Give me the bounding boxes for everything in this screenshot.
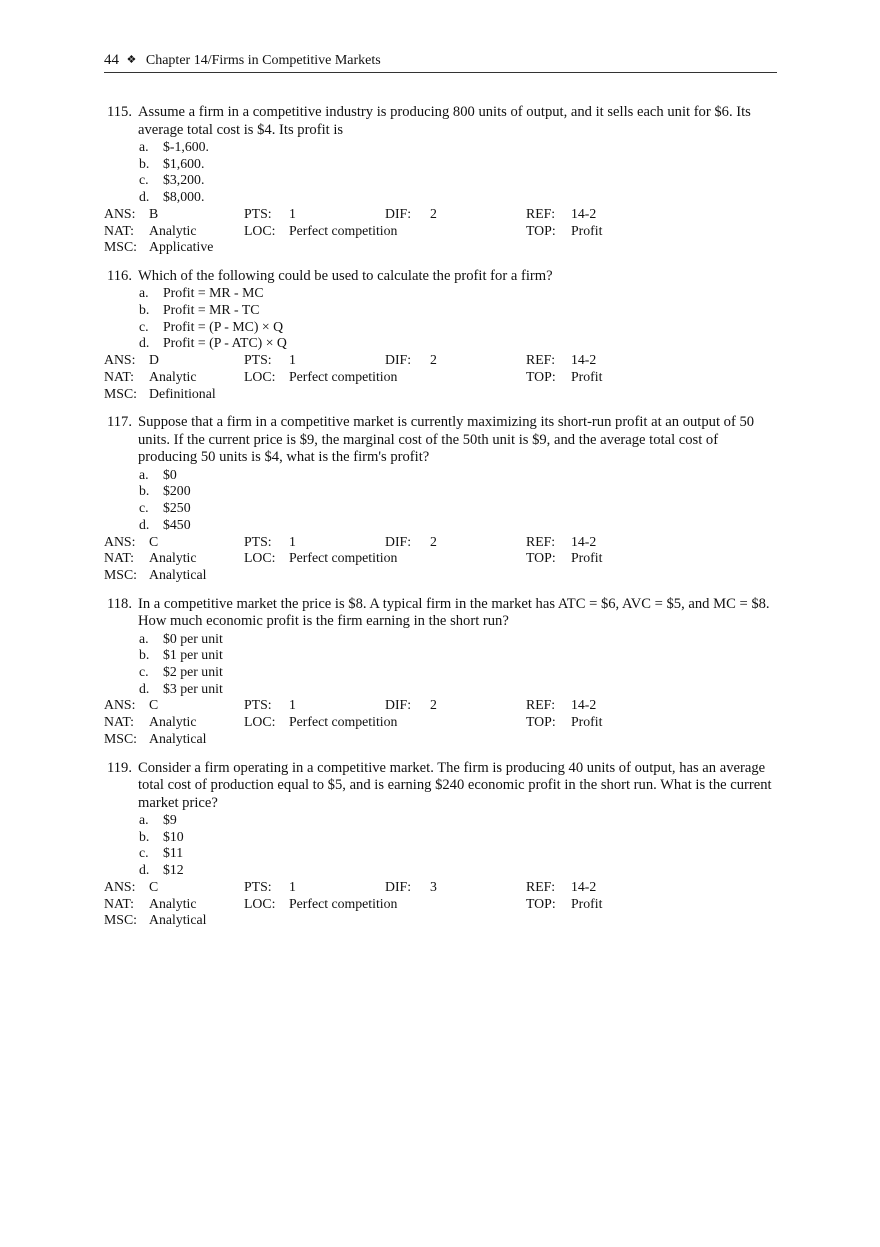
question-number: 116.: [107, 267, 132, 284]
answer-metadata: [104, 879, 776, 929]
dif-label: DIF:: [385, 697, 412, 713]
nat-label: NAT:: [104, 895, 134, 911]
choice-letter: c.: [139, 172, 149, 188]
loc-label: LOC:: [244, 895, 276, 911]
top-label: TOP:: [526, 714, 556, 730]
answer-choice: [104, 681, 776, 698]
ans-value: C: [149, 878, 159, 894]
question-118: [104, 596, 776, 748]
choice-letter: a.: [139, 630, 149, 646]
meta-row: [104, 206, 776, 223]
top-value: Profit: [571, 368, 603, 384]
answer-choice: [104, 517, 776, 534]
loc-value: Perfect competition: [289, 222, 398, 238]
choice-letter: b.: [139, 155, 150, 171]
question-text: Consider a firm operating in a competitive market. The firm is producing 40 units of output, has an average total cost of production equal to $5, and is earning $240 economic profit in the short run. What is the current market price?: [138, 759, 772, 811]
answer-metadata: [104, 206, 776, 256]
choice-text: Profit = MR - MC: [163, 285, 264, 301]
ref-label: REF:: [526, 352, 556, 368]
loc-label: LOC:: [244, 368, 276, 384]
diamond-separator-icon: ❖: [126, 54, 137, 66]
loc-value: Perfect competition: [289, 550, 398, 566]
msc-label: MSC:: [104, 566, 137, 582]
nat-value: Analytic: [149, 550, 197, 566]
choice-text: Profit = MR - TC: [163, 302, 260, 318]
question-stem: [104, 760, 776, 813]
dif-label: DIF:: [385, 352, 412, 368]
answer-choice: [104, 335, 776, 352]
meta-row: [104, 386, 776, 403]
ref-value: 14-2: [571, 352, 597, 368]
top-value: Profit: [571, 714, 603, 730]
choice-letter: a.: [139, 139, 149, 154]
msc-value: Analytical: [149, 730, 207, 746]
answer-choice: [104, 664, 776, 681]
choice-text: $250: [163, 500, 191, 516]
question-stem: [104, 414, 776, 467]
chapter-title: Chapter 14/Firms in Competitive Markets: [145, 53, 381, 68]
choice-letter: b.: [139, 828, 150, 844]
top-value: Profit: [571, 222, 603, 238]
pts-label: PTS:: [244, 352, 272, 368]
choice-letter: d.: [139, 516, 150, 532]
answer-metadata: [104, 697, 776, 747]
msc-value: Analytical: [149, 912, 207, 928]
ref-label: REF:: [526, 878, 556, 894]
question-text: Suppose that a firm in a competitive market is currently maximizing its short-run profit at an output of 50 units. If the current price is $9, the marginal cost of the 50th unit is $9, and the average total cost of producing 50 units is $4, what is the firm's profit?: [138, 414, 755, 466]
question-117: [104, 414, 776, 583]
ref-label: REF:: [526, 533, 556, 549]
meta-row: [104, 550, 776, 567]
msc-label: MSC:: [104, 730, 137, 746]
question-number: 118.: [107, 595, 132, 612]
question-116: [104, 268, 776, 402]
loc-value: Perfect competition: [289, 368, 398, 384]
meta-row: [104, 731, 776, 748]
loc-label: LOC:: [244, 550, 276, 566]
nat-label: NAT:: [104, 222, 134, 238]
ref-value: 14-2: [571, 878, 597, 894]
choice-letter: d.: [139, 189, 150, 205]
top-label: TOP:: [526, 222, 556, 238]
choice-text: $450: [163, 516, 191, 532]
choice-text: $9: [163, 812, 177, 827]
msc-label: MSC:: [104, 912, 137, 928]
question-stem: [104, 268, 776, 286]
answer-choice: [104, 285, 776, 302]
choice-text: $10: [163, 828, 184, 844]
question-115: [104, 104, 776, 256]
ans-label: ANS:: [104, 352, 136, 368]
pts-value: 1: [289, 352, 296, 368]
top-value: Profit: [571, 550, 603, 566]
choice-letter: c.: [139, 664, 149, 680]
answer-choice: [104, 812, 776, 829]
msc-value: Definitional: [149, 385, 216, 401]
pts-value: 1: [289, 697, 296, 713]
choice-text: $-1,600.: [163, 139, 209, 154]
ans-label: ANS:: [104, 205, 136, 221]
choice-letter: d.: [139, 335, 150, 351]
ans-value: C: [149, 697, 159, 713]
nat-value: Analytic: [149, 714, 197, 730]
pts-label: PTS:: [244, 878, 272, 894]
ans-label: ANS:: [104, 533, 136, 549]
choice-text: $8,000.: [163, 189, 205, 205]
answer-choice: [104, 500, 776, 517]
answer-choice: [104, 302, 776, 319]
nat-value: Analytic: [149, 368, 197, 384]
msc-value: Analytical: [149, 566, 207, 582]
answer-choice: [104, 631, 776, 648]
ref-value: 14-2: [571, 697, 597, 713]
meta-row: [104, 697, 776, 714]
choice-text: Profit = (P - MC) × Q: [163, 318, 284, 334]
answer-choices: [104, 631, 776, 698]
page-number: 44: [104, 52, 119, 68]
dif-value: 2: [430, 352, 437, 368]
choice-letter: a.: [139, 285, 149, 301]
meta-row: [104, 352, 776, 369]
pts-label: PTS:: [244, 205, 272, 221]
meta-row: [104, 714, 776, 731]
loc-label: LOC:: [244, 222, 276, 238]
ans-value: B: [149, 205, 159, 221]
msc-label: MSC:: [104, 239, 137, 255]
answer-choice: [104, 139, 776, 156]
answer-metadata: [104, 534, 776, 584]
question-stem: [104, 104, 776, 139]
ans-value: D: [149, 352, 159, 368]
answer-choices: [104, 467, 776, 534]
meta-row: [104, 223, 776, 240]
answer-choice: [104, 829, 776, 846]
ref-label: REF:: [526, 205, 556, 221]
pts-label: PTS:: [244, 697, 272, 713]
dif-label: DIF:: [385, 878, 412, 894]
question-text: In a competitive market the price is $8. A typical firm in the market has ATC = $6, AVC = $5, and MC = $8. How much economic profit is the firm earning in the short run?: [138, 595, 770, 630]
question-number: 119.: [107, 759, 132, 776]
top-label: TOP:: [526, 550, 556, 566]
dif-value: 2: [430, 205, 437, 221]
choice-letter: c.: [139, 500, 149, 516]
choice-letter: d.: [139, 862, 150, 878]
answer-choice: [104, 172, 776, 189]
question-list: [104, 104, 776, 941]
question-text: Which of the following could be used to calculate the profit for a firm?: [138, 267, 553, 284]
ref-value: 14-2: [571, 533, 597, 549]
question-stem: [104, 596, 776, 631]
choice-letter: b.: [139, 483, 150, 499]
choice-text: $1 per unit: [163, 647, 223, 663]
choice-text: $11: [163, 845, 184, 861]
top-label: TOP:: [526, 368, 556, 384]
meta-row: [104, 534, 776, 551]
question-119: [104, 760, 776, 929]
ref-label: REF:: [526, 697, 556, 713]
pts-value: 1: [289, 533, 296, 549]
ans-label: ANS:: [104, 878, 136, 894]
loc-value: Perfect competition: [289, 895, 398, 911]
pts-value: 1: [289, 205, 296, 221]
answer-choice: [104, 845, 776, 862]
dif-label: DIF:: [385, 533, 412, 549]
choice-text: $3 per unit: [163, 680, 223, 696]
nat-value: Analytic: [149, 222, 197, 238]
answer-choice: [104, 483, 776, 500]
nat-label: NAT:: [104, 368, 134, 384]
answer-choices: [104, 285, 776, 352]
top-label: TOP:: [526, 895, 556, 911]
page-header: [104, 50, 777, 73]
choice-letter: c.: [139, 318, 149, 334]
nat-label: NAT:: [104, 550, 134, 566]
answer-choice: [104, 862, 776, 879]
dif-value: 3: [430, 878, 437, 894]
meta-row: [104, 896, 776, 913]
answer-choice: [104, 647, 776, 664]
choice-letter: a.: [139, 466, 149, 482]
answer-choice: [104, 156, 776, 173]
answer-choice: [104, 467, 776, 484]
dif-value: 2: [430, 533, 437, 549]
meta-row: [104, 369, 776, 386]
ans-label: ANS:: [104, 697, 136, 713]
answer-choice: [104, 189, 776, 206]
answer-choices: [104, 139, 776, 206]
loc-label: LOC:: [244, 714, 276, 730]
dif-label: DIF:: [385, 205, 412, 221]
meta-row: [104, 239, 776, 256]
question-number: 117.: [107, 414, 132, 431]
ref-value: 14-2: [571, 205, 597, 221]
answer-choice: [104, 319, 776, 336]
choice-letter: b.: [139, 302, 150, 318]
nat-value: Analytic: [149, 895, 197, 911]
answer-metadata: [104, 352, 776, 402]
nat-label: NAT:: [104, 714, 134, 730]
question-text: Assume a firm in a competitive industry is producing 800 units of output, and it sells each unit for $6. Its average total cost is $4. Its profit is: [138, 104, 751, 138]
meta-row: [104, 912, 776, 929]
choice-text: $3,200.: [163, 172, 205, 188]
msc-value: Applicative: [149, 239, 214, 255]
choice-text: Profit = (P - ATC) × Q: [163, 335, 287, 351]
pts-value: 1: [289, 878, 296, 894]
choice-text: $2 per unit: [163, 664, 223, 680]
meta-row: [104, 879, 776, 896]
pts-label: PTS:: [244, 533, 272, 549]
top-value: Profit: [571, 895, 603, 911]
loc-value: Perfect competition: [289, 714, 398, 730]
choice-letter: d.: [139, 680, 150, 696]
meta-row: [104, 567, 776, 584]
question-number: 115.: [107, 104, 132, 120]
dif-value: 2: [430, 697, 437, 713]
choice-text: $12: [163, 862, 184, 878]
choice-letter: c.: [139, 845, 149, 861]
msc-label: MSC:: [104, 385, 137, 401]
ans-value: C: [149, 533, 159, 549]
choice-text: $200: [163, 483, 191, 499]
answer-choices: [104, 812, 776, 879]
choice-text: $0 per unit: [163, 630, 223, 646]
choice-text: $0: [163, 466, 177, 482]
choice-letter: a.: [139, 812, 149, 827]
choice-text: $1,600.: [163, 155, 205, 171]
choice-letter: b.: [139, 647, 150, 663]
